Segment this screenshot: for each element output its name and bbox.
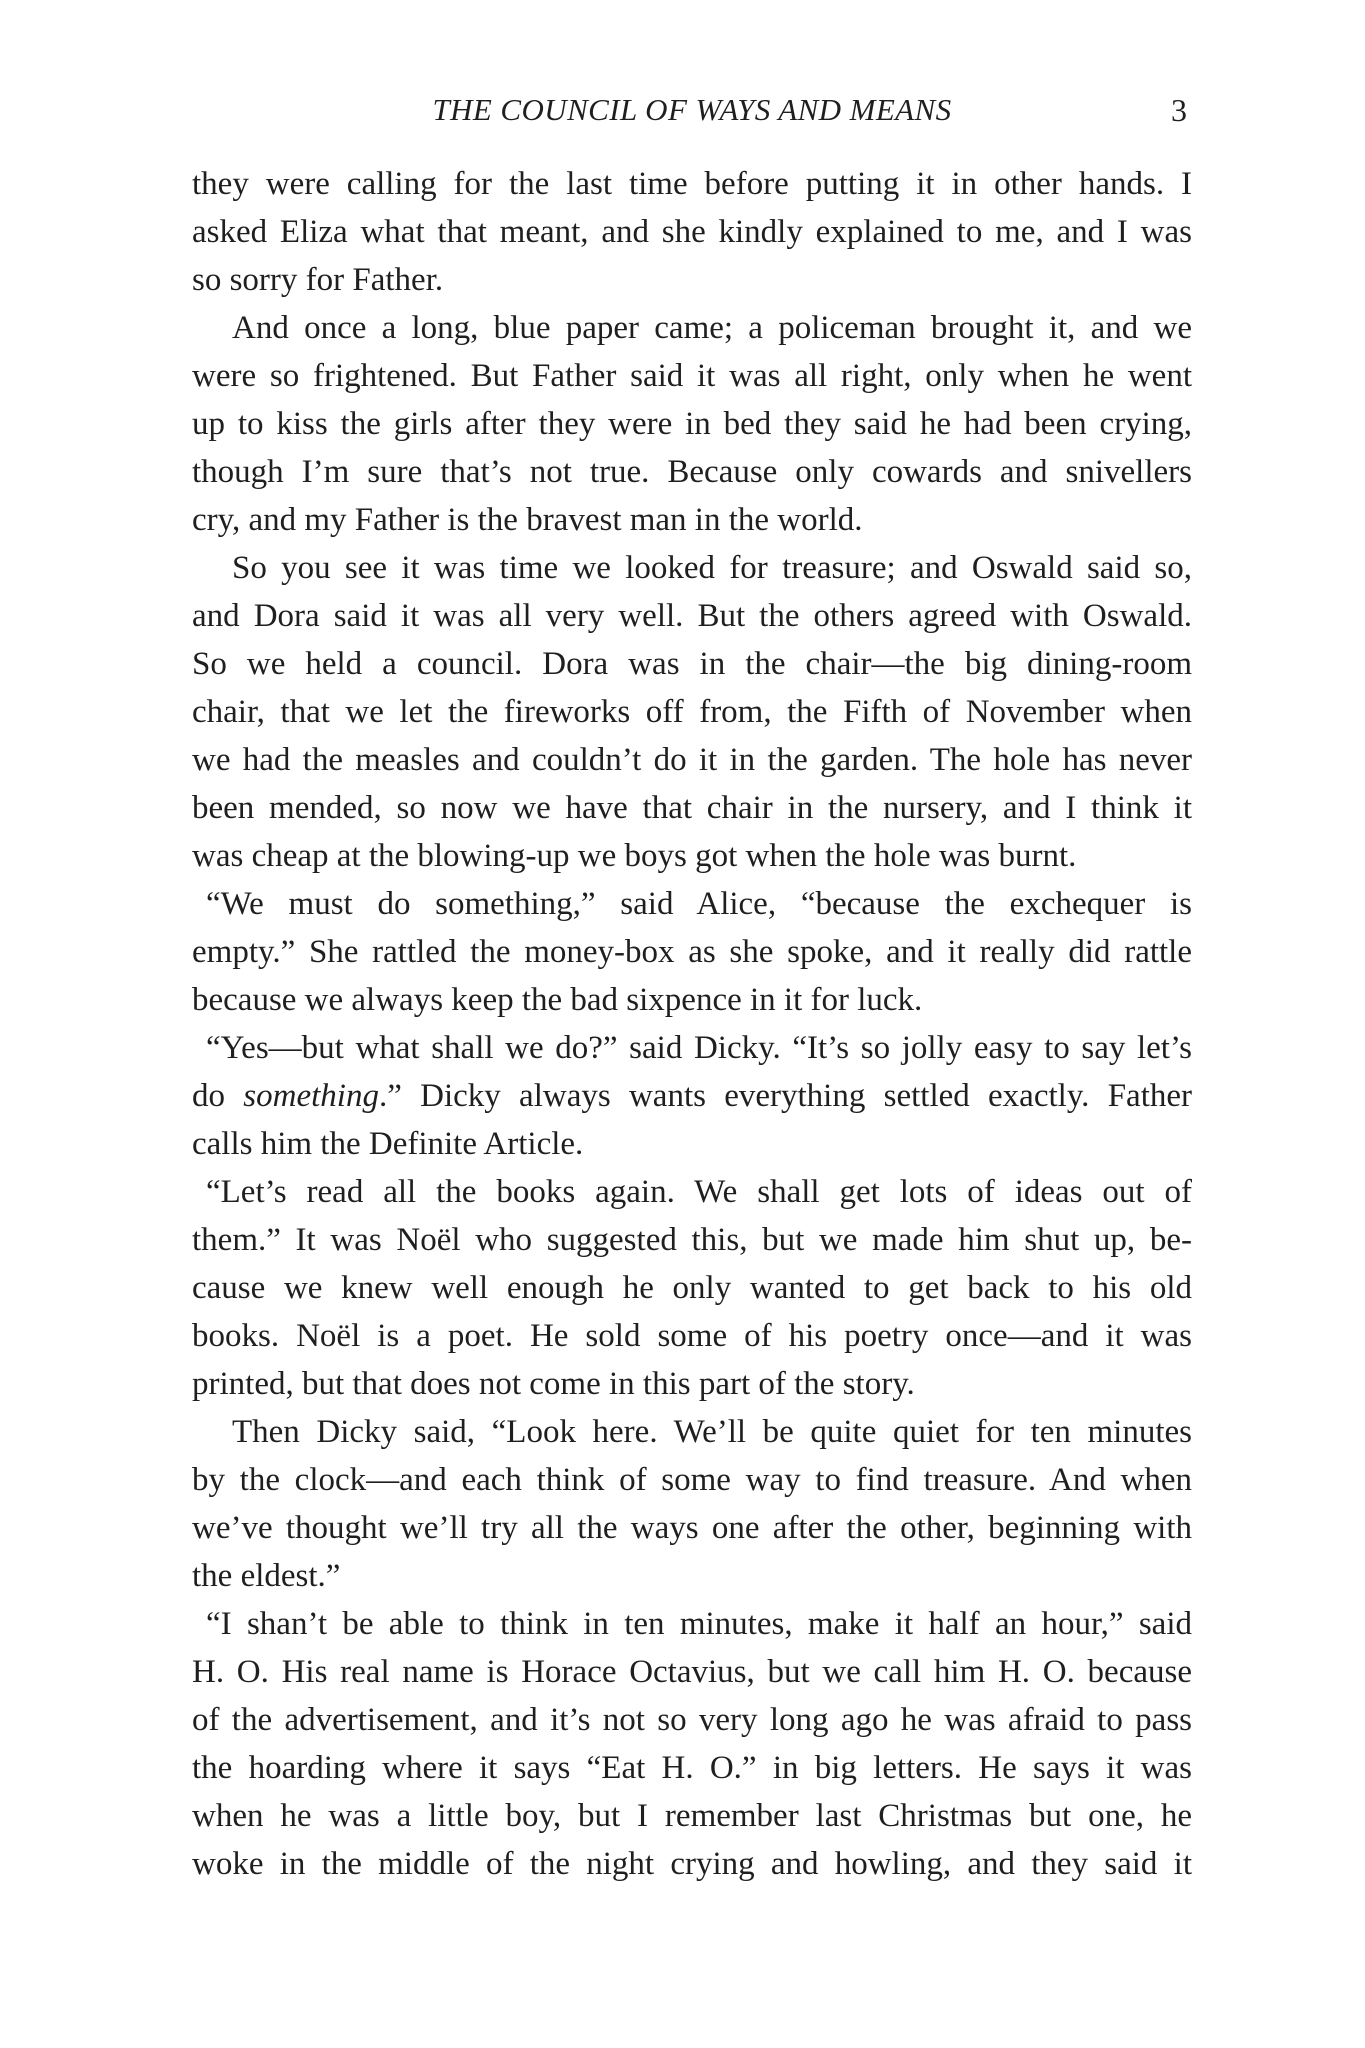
text-line: they were calling for the last time before putting it in other hands. I (192, 166, 1192, 202)
text-line: “We must do something,” said Alice, “because the exchequer is (206, 886, 1192, 922)
text-line: by the clock—and each think of some way to find treasure. And when (192, 1462, 1192, 1498)
text-line: when he was a little boy, but I remember last Christmas but one, he (192, 1798, 1192, 1834)
text-line: so sorry for Father. (192, 262, 444, 298)
text-line: though I’m sure that’s not true. Because only cowards and snivellers (192, 454, 1192, 490)
running-head (192, 92, 1192, 136)
page-number: 3 (1171, 92, 1187, 128)
text-line: them.” It was Noël who suggested this, but we made him shut up, be- (192, 1222, 1192, 1258)
text-line: So you see it was time we looked for treasure; and Oswald said so, (232, 550, 1192, 586)
text-line: the eldest.” (192, 1558, 341, 1594)
text-line: were so frightened. But Father said it was all right, only when he went (192, 358, 1192, 394)
text-line: we had the measles and couldn’t do it in the garden. The hole has never (192, 742, 1192, 778)
text-line: up to kiss the girls after they were in bed they said he had been crying, (192, 406, 1192, 442)
text-line: been mended, so now we have that chair in the nursery, and I think it (192, 790, 1192, 826)
text-line: the hoarding where it says “Eat H. O.” in big letters. He says it was (192, 1750, 1192, 1786)
text-line: cry, and my Father is the bravest man in the world. (192, 502, 863, 538)
text-line: “Yes—but what shall we do?” said Dicky. “It’s so jolly easy to say let’s (206, 1030, 1192, 1066)
text-line: And once a long, blue paper came; a policeman brought it, and we (232, 310, 1192, 346)
text-line: because we always keep the bad sixpence in it for luck. (192, 982, 923, 1018)
text-line: asked Eliza what that meant, and she kindly explained to me, and I was (192, 214, 1192, 250)
text-line: empty.” She rattled the money-box as she spoke, and it really did rattle (192, 934, 1192, 970)
text-line: do something.” Dicky always wants everything settled exactly. Father (192, 1078, 1193, 1114)
running-title: THE COUNCIL OF WAYS AND MEANS (432, 92, 952, 127)
text-line: H. O. His real name is Horace Octavius, but we call him H. O. because (192, 1654, 1192, 1690)
text-line: woke in the middle of the night crying and howling, and they said it (192, 1846, 1192, 1882)
body-text (192, 160, 1192, 1888)
text-line: Then Dicky said, “Look here. We’ll be quite quiet for ten minutes (232, 1414, 1192, 1450)
emphasis: something (243, 1078, 379, 1114)
text-line: cause we knew well enough he only wanted to get back to his old (192, 1270, 1192, 1306)
text-line: was cheap at the blowing-up we boys got when the hole was burnt. (192, 838, 1077, 874)
text-line: So we held a council. Dora was in the chair—the big dining-room (192, 646, 1192, 682)
text-line: and Dora said it was all very well. But the others agreed with Oswald. (192, 598, 1192, 634)
text-line: “I shan’t be able to think in ten minutes, make it half an hour,” said (206, 1606, 1192, 1642)
text-line: books. Noël is a poet. He sold some of his poetry once—and it was (192, 1318, 1192, 1354)
text-line: calls him the Definite Article. (192, 1126, 584, 1162)
text-line: “Let’s read all the books again. We shall get lots of ideas out of (206, 1174, 1192, 1210)
text-line: of the advertisement, and it’s not so very long ago he was afraid to pass (192, 1702, 1192, 1738)
text-line: we’ve thought we’ll try all the ways one after the other, beginning with (192, 1510, 1192, 1546)
text-line: chair, that we let the fireworks off from, the Fifth of November when (192, 694, 1192, 730)
text-line: printed, but that does not come in this part of the story. (192, 1366, 915, 1402)
